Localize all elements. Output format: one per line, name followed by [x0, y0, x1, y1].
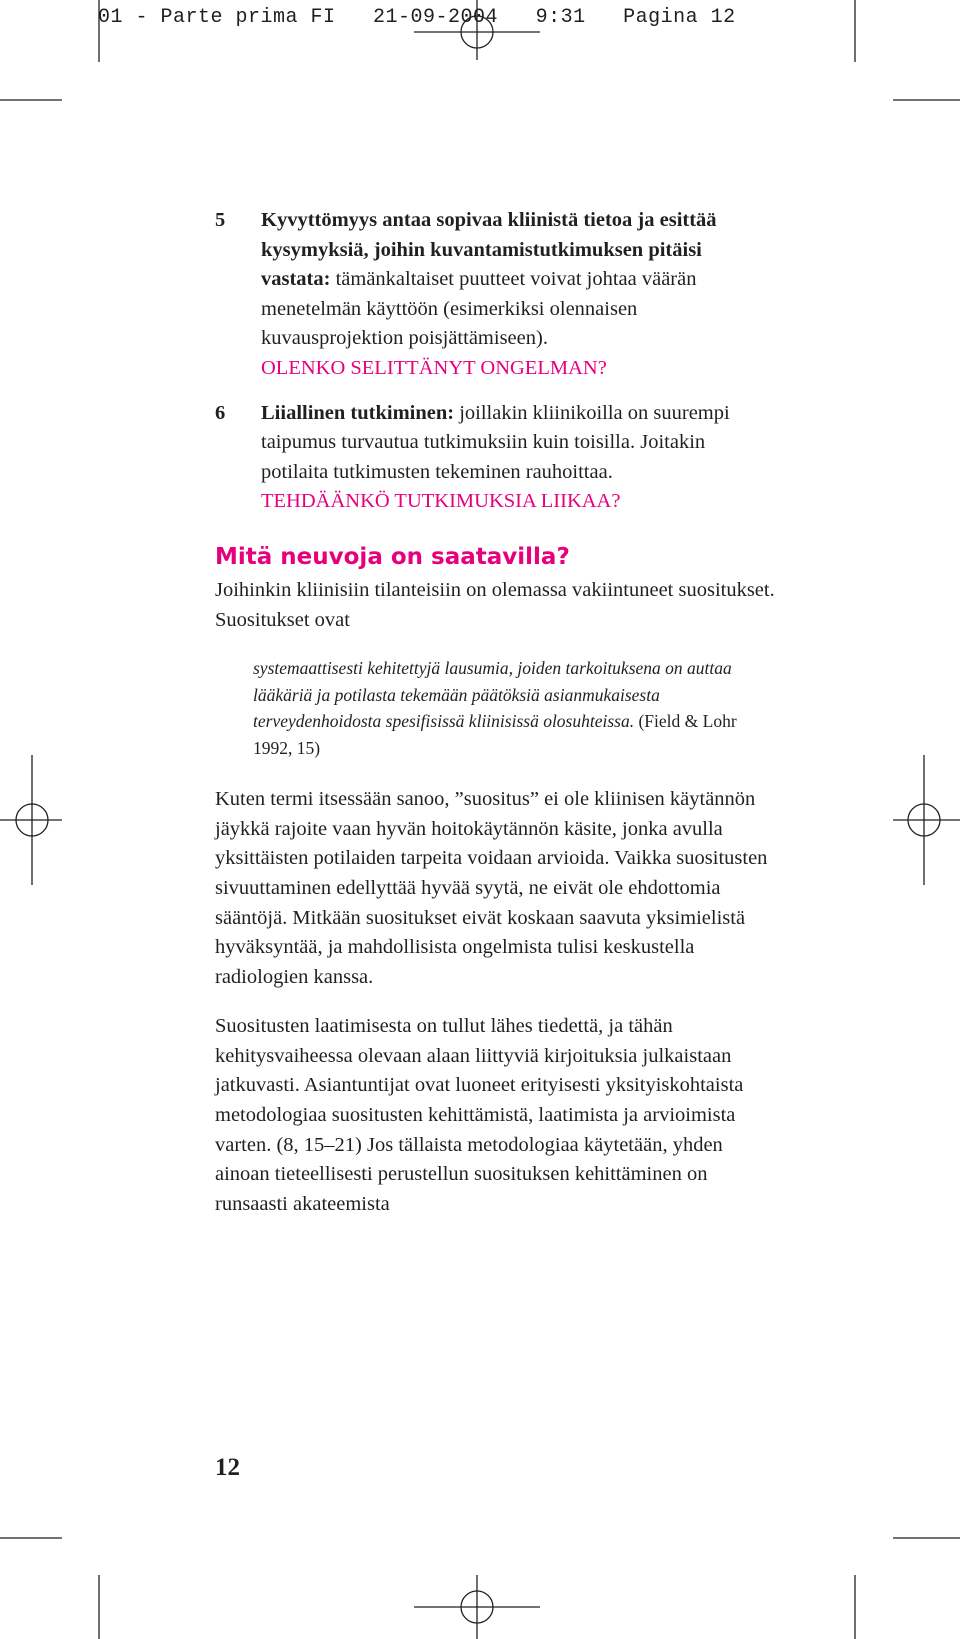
item-question: OLENKO SELITTÄNYT ONGELMAN?: [261, 356, 607, 379]
list-item: [215, 399, 775, 517]
item-text: tämänkaltaiset puutteet voivat johtaa väärän menetelmän käyttöön (esimerkiksi olennaisen kuvausprojektion poisjättämiseen).: [261, 268, 697, 350]
item-question: TEHDÄÄNKÖ TUTKIMUKSIA LIIKAA?: [261, 490, 621, 513]
section-intro: Joihinkin kliinisiin tilanteisiin on olemassa vakiintuneet suositukset. Suositukset ovat: [215, 578, 775, 631]
registration-mark-right: [893, 755, 960, 885]
item-number: 5: [215, 209, 226, 231]
body-paragraph: Suositusten laatimisesta on tullut lähes tiedettä, ja tähän kehitysvaiheessa olevaan alaan liittyviä kirjoituksia julkaistaan jatkuvasti. Asiantuntijat ovat luoneet erityisesti yksityiskohtaista metodologiaa suositusten kehittämistä, laatimista ja arvioimista varten. (8, 15–21) Jos tällaista metodologiaa käytetään, yhden ainoan tieteellisesti perustellun suosituksen kehittäminen on runsaasti akateemista: [215, 1015, 744, 1215]
block-quote: [253, 655, 753, 761]
registration-mark-bottom: [414, 1575, 540, 1639]
registration-mark-top: [414, 0, 540, 60]
page-number: 12: [215, 1454, 240, 1481]
quote-citation: (Field & Lohr 1992, 15): [253, 711, 737, 758]
section-heading: Mitä neuvoja on saatavilla?: [215, 543, 570, 570]
body-paragraph: Kuten termi itsessään sanoo, ”suositus” ei ole kliinisen käytännön jäykkä rajoite vaan hyvän hoitokäytännön käsite, jonka avulla yksittäisten potilaiden tarpeita voidaan arvioida. Vaikka suositusten sivuuttaminen edellyttää hyvää syytä, ne eivät ole ehdottomia sääntöjä. Mitkään suositukset eivät koskaan saavuta yksimielistä hyväksyntää, ja mahdollisista ongelmista tulisi keskustella radiologien kanssa.: [215, 788, 768, 988]
quote-text: systemaattisesti kehitettyjä lausumia, joiden tarkoituksena on auttaa lääkäriä ja potilasta tekemään päätöksiä asianmukaisesta terveydenhoidosta spesifisissä kliinisissä olosuhteissa.: [253, 658, 732, 732]
list-item: [215, 206, 775, 384]
item-number: 6: [215, 401, 226, 424]
page-body: [215, 206, 775, 1219]
item-lead: Kyvyttömyys antaa sopivaa kliinistä tietoa ja esittää kysymyksiä, joihin kuvantamistutkimuksen pitäisi vastata:: [261, 209, 717, 291]
print-slug: 01 - Parte prima FI 21-09-2004 9:31 Pagina 12: [98, 6, 736, 29]
item-lead: Liiallinen tutkiminen:: [261, 401, 455, 424]
item-text: joillakin kliinikoilla on suurempi taipumus turvautua tutkimuksiin kuin toisilla. Joitakin potilaita tutkimusten tekeminen rauhoittaa.: [261, 401, 730, 483]
registration-mark-left: [0, 755, 62, 885]
